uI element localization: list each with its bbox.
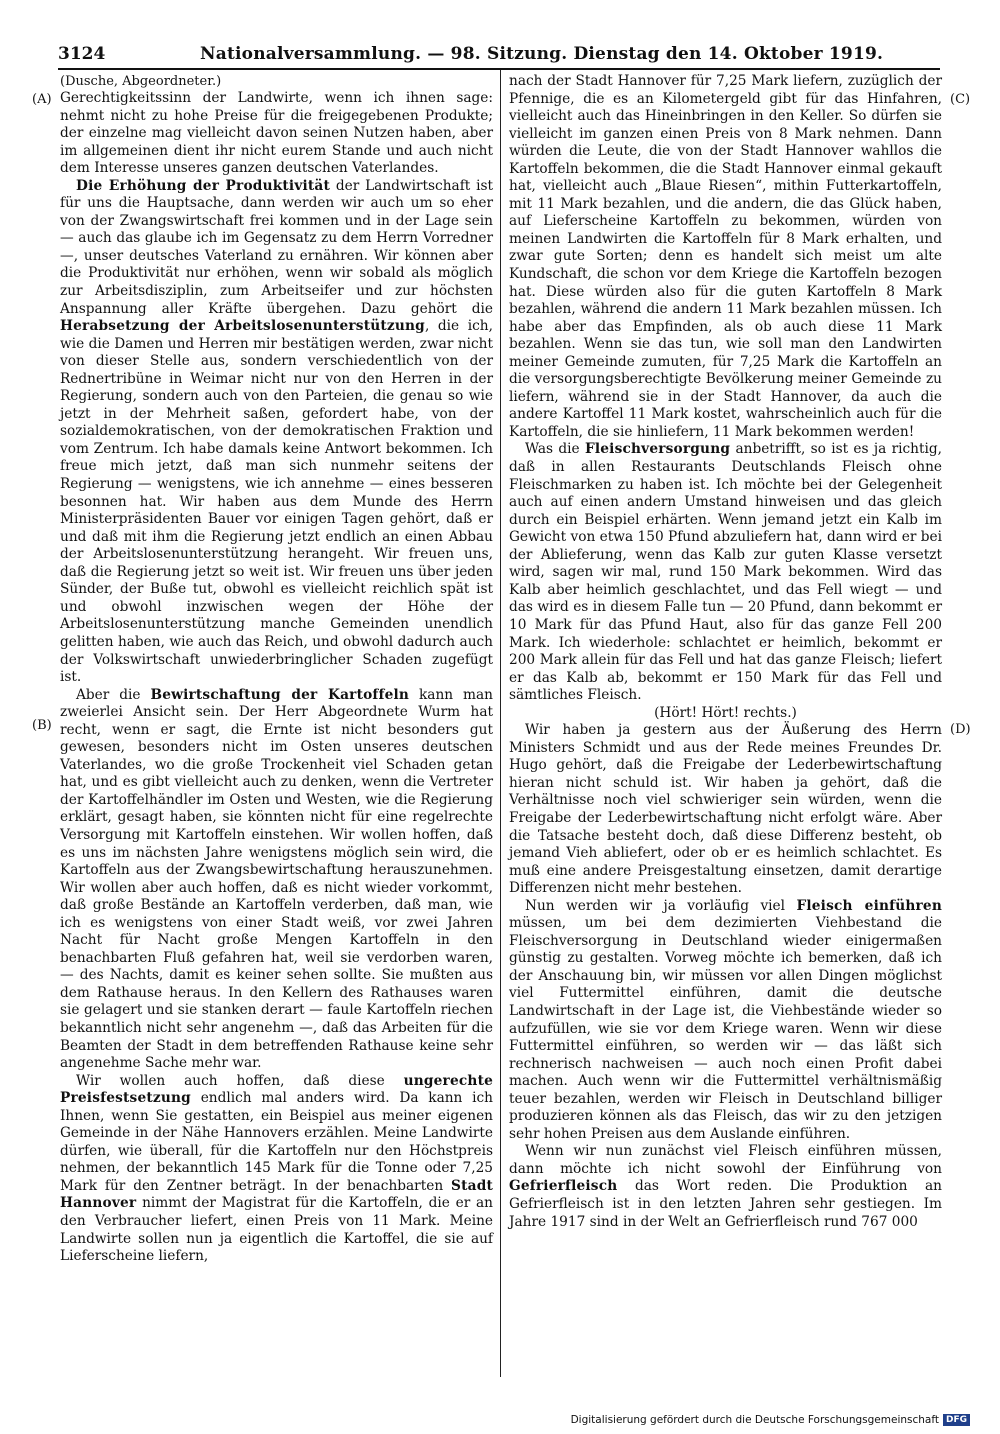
interjection: (Hört! Hört! rechts.) [654,704,797,721]
page-number: 3124 [58,44,106,64]
right-column [509,73,942,1373]
paragraph: Wir haben ja gestern aus der Äußerung des Herrn Ministers Schmidt und aus der Rede meines Freundes Dr. Hugo gehört, daß die Freigabe der Lederbewirtschaftung hieran nicht schuld ist. Wir haben ja gehört, daß die Verhältnisse noch viel schwieriger sein würden, wenn die Freigabe der Lederbewirtschaftung nicht erfolgt wäre. Aber die Tatsache besteht doch, daß diese Differenz besteht, ob jemand Vieh abliefert, oder ob er es heimlich schlachtet. Es muß eine andere Preisgestaltung einsetzen, damit derartige Differenzen nicht mehr bestehen. [509,722,942,897]
dfg-logo: DFG [943,1414,970,1426]
speaker-line: (Dusche, Abgeordneter.) [60,74,222,89]
paragraph: Aber die Bewirtschaftung der Kartoffeln kann man zweierlei Ansicht sein. Der Herr Abgeordnete Wurm hat recht, wenn er sagt, die Ernte ist nicht besonders gut gewesen, besonders nicht im Osten unseres deutschen Vaterlandes, wo die große Trockenheit viel Schaden getan hat, und es gibt vielleicht auch zu denken, wenn die Vertreter der Kartoffelhändler im Osten und Westen, wie die Regierung erklärt, gesagt haben, sie könnten nicht für eine regelrechte Versorgung mit Kartoffeln einstehen. Wir wollen hoffen, daß es uns im nächsten Jahre wenigstens möglich sein wird, die Kartoffeln aus der Zwangsbewirtschaftung herauszunehmen. Wir wollen aber auch hoffen, daß es nicht wieder vorkommt, daß große Bestände an Kartoffeln verderben, daß man, wie ich es wenigstens von einer Stadt weiß, vor zwei Jahren Nacht für Nacht große Mengen Kartoffeln in den benachbarten Fluß gefahren hat, weil sie verdorben waren, — des Nachts, damit es keiner sehen sollte. Sie mußten aus dem Rathause heraus. In den Kellern des Rathauses waren sie gelagert und sie stanken derart — faule Kartoffeln riechen bekanntlich nicht sehr angenehm —, daß das Arbeiten für die Beamten der Stadt in dem betreffenden Rathause keine sehr angenehme Sache mehr war. [60,686,493,1072]
credit-text: Digitalisierung gefördert durch die Deutsche Forschungsgemeinschaft [570,1414,939,1426]
running-head: Nationalversammlung. — 98. Sitzung. Dienstag den 14. Oktober 1919. [200,44,884,64]
digitization-credit [571,1414,970,1426]
left-column [60,90,493,1370]
paragraph: Was die Fleischversorgung anbetrifft, so ist es ja richtig, daß in allen Restaurants Deutschlands Fleisch ohne Fleischmarken zu haben ist. Ich möchte bei der Gelegenheit auch auf einen andern Umstand hinweisen und das gleich durch ein Beispiel erhärten. Wenn jemand jetzt ein Kalb im Gewicht von etwa 150 Pfund abzuliefern hat, dann wird er bei der Ablieferung, wenn das Kalb zur guten Klasse versetzt wird, sagen wir mal, rund 150 Mark bekommen. Wird das Kalb aber heimlich geschlachtet, und das Fell wiegt — und das wird es in diesem Falle tun — 20 Pfund, dann bekommt er 10 Mark für das Pfund Haut, also für das ganze Fell 200 Mark. Ich wiederhole: schlachtet er heimlich, bekommt er 200 Mark allein für das Fell und hat das ganze Fleisch; liefert er das Kalb ab, bekommt er 150 Mark für das Fell und sämtliches Fleisch. [509,441,942,704]
column-divider [500,70,501,1377]
margin-mark-b: (B) [32,718,52,733]
paragraph: Gerechtigkeitssinn der Landwirte, wenn ich ihnen sage: nehmt nicht zu hohe Preise für die freigegebenen Produkte; der einzelne mag vielleicht davon seinen Nutzen haben, aber im allgemeinen dient ihr nicht eurem Stande und auch nicht dem Interesse unseres ganzen deutschen Vaterlandes. [60,90,493,177]
margin-mark-d: (D) [950,722,971,737]
paragraph: Wir wollen auch hoffen, daß diese ungerechte Preisfestsetzung endlich mal anders wird. Da kann ich Ihnen, wenn Sie gestatten, ein Beispiel aus meiner eigenen Gemeinde in der Nähe Hannovers erzählen. Meine Landwirte dürfen, wie überall, für die Kartoffeln nur den Höchstpreis nehmen, der bekanntlich 145 Mark für die Tonne oder 7,25 Mark für den Zentner beträgt. In der benachbarten Stadt Hannover nimmt der Magistrat für die Kartoffeln, die er an den Verbraucher liefert, einen Preis von 11 Mark. Meine Landwirte sollen nun ja eigentlich die Kartoffel, die sie auf Lieferscheine liefern, [60,1072,493,1265]
paragraph: Wenn wir nun zunächst viel Fleisch einführen müssen, dann möchte ich nicht sowohl der Einführung von Gefrierfleisch das Wort reden. Die Produktion an Gefrierfleisch ist in den letzten Jahren sehr gestiegen. Im Jahre 1917 sind in der Welt an Gefrierfleisch rund 767 000 [509,1143,942,1230]
paragraph: Nun werden wir ja vorläufig viel Fleisch einführen müssen, um bei dem dezimierten Viehbestand die Fleischversorgung in Deutschland wieder einigermaßen günstig zu gestalten. Vorweg möchte ich bemerken, daß ich der Anschauung bin, wir müssen vor allen Dingen möglichst viel Futtermittel einführen, damit die deutsche Landwirtschaft in der Lage ist, die Viehbestände wieder so aufzufüllen, wie sie vor dem Kriege waren. Wenn wir diese Futtermittel einführen, so werden wir — das läßt sich rechnerisch nachweisen — auch noch einen Profit dabei machen. Auch wenn wir die Futtermittel verhältnismäßig teuer bezahlen, werden wir Fleisch in Deutschland billiger produzieren können als das Fleisch, das wir zu den jetzigen sehr hohen Preisen aus dem Auslande einführen. [509,897,942,1142]
paragraph: nach der Stadt Hannover für 7,25 Mark liefern, zuzüglich der Pfennige, die es an Kilometergeld gibt für das Hinfahren, vielleicht auch das Hineinbringen in den Keller. So dürfen sie vielleicht im ganzen einen Preis von 8 Mark nehmen. Dann würden die Leute, die von der Stadt Hannover wahllos die Kartoffeln bekommen, die die Stadt Hannover einmal gekauft hat, vielleicht auch „Blaue Riesen“, mithin Futterkartoffeln, mit 11 Mark bezahlen, und die andern, die das Glück haben, auf Lieferscheine Kartoffeln zu bekommen, würden von meinen Landwirten die Kartoffeln für 8 Mark erhalten, und zwar gute Sorten; denn es handelt sich meist um alte Kundschaft, die schon vor dem Kriege die Kartoffeln bezogen hat. Diese würden also für die guten Kartoffeln 8 Mark bezahlen, während die andern 11 Mark bezahlen müssen. Ich habe aber das Empfinden, als ob auch diese 11 Mark bezahlen. Wenn sie das tun, wie soll man den Landwirten meiner Gemeinde zumuten, für 7,25 Mark die Kartoffeln an die versorgungsberechtigte Bevölkerung meiner Gemeinde zu liefern, während sie in der Stadt Hannover, da auch die andere Kartoffel 11 Mark kostet, wahrscheinlich auch für die Kartoffeln, die sie hinliefern, 11 Mark bekommen werden! [509,73,942,440]
margin-mark-c: (C) [950,92,971,107]
paragraph: Die Erhöhung der Produktivität der Landwirtschaft ist für uns die Hauptsache, dann werden wir auch um so eher von der Zwangswirtschaft frei kommen und in der Lage sein — auch das glaube ich im Gegensatz zu dem Herrn Vorredner —, unser deutsches Vaterland zu ernähren. Wir können aber die Produktivität nur erhöhen, wenn wir sobald als möglich zur Arbeitsdisziplin, zum Arbeitseifer und zur höchsten Anspannung aller Kräfte übergehen. Dazu gehört die Herabsetzung der Arbeitslosenunterstützung, die ich, wie die Damen und Herren mir bestätigen werden, zwar nicht von dieser Stelle aus, sondern verschiedentlich von der Rednertribüne in Weimar nicht nur von den Herren in der Regierung, sondern auch von den Parteien, die genau so wie jetzt in der Mehrheit saßen, gefordert habe, von der sozialdemokratischen, von der demokratischen Fraktion und vom Zentrum. Ich habe damals keine Antwort bekommen. Ich freue mich jetzt, daß man sich nunmehr seitens der Regierung — wenigstens, wie ich annehme — eines besseren besonnen hat. Wir haben aus dem Munde des Herrn Ministerpräsidenten Bauer vor einigen Tagen gehört, daß er und daß mit ihm die Regierung jetzt endlich an einen Abbau der Arbeitslosenunterstützung herangeht. Wir freuen uns, daß die Regierung jetzt so weit ist. Wir freuen uns über jeden Sünder, der Buße tut, obwohl es vielleicht reichlich spät ist und obwohl inzwischen wegen der Höhe der Arbeitslosenunterstützung manche Gemeinden unendlich gelitten haben, wie auch das Reich, und obwohl dadurch auch der Volkswirtschaft unwiederbringlicher Schaden zugefügt ist. [60,177,494,686]
margin-mark-a: (A) [32,92,52,107]
page-header [58,42,940,70]
